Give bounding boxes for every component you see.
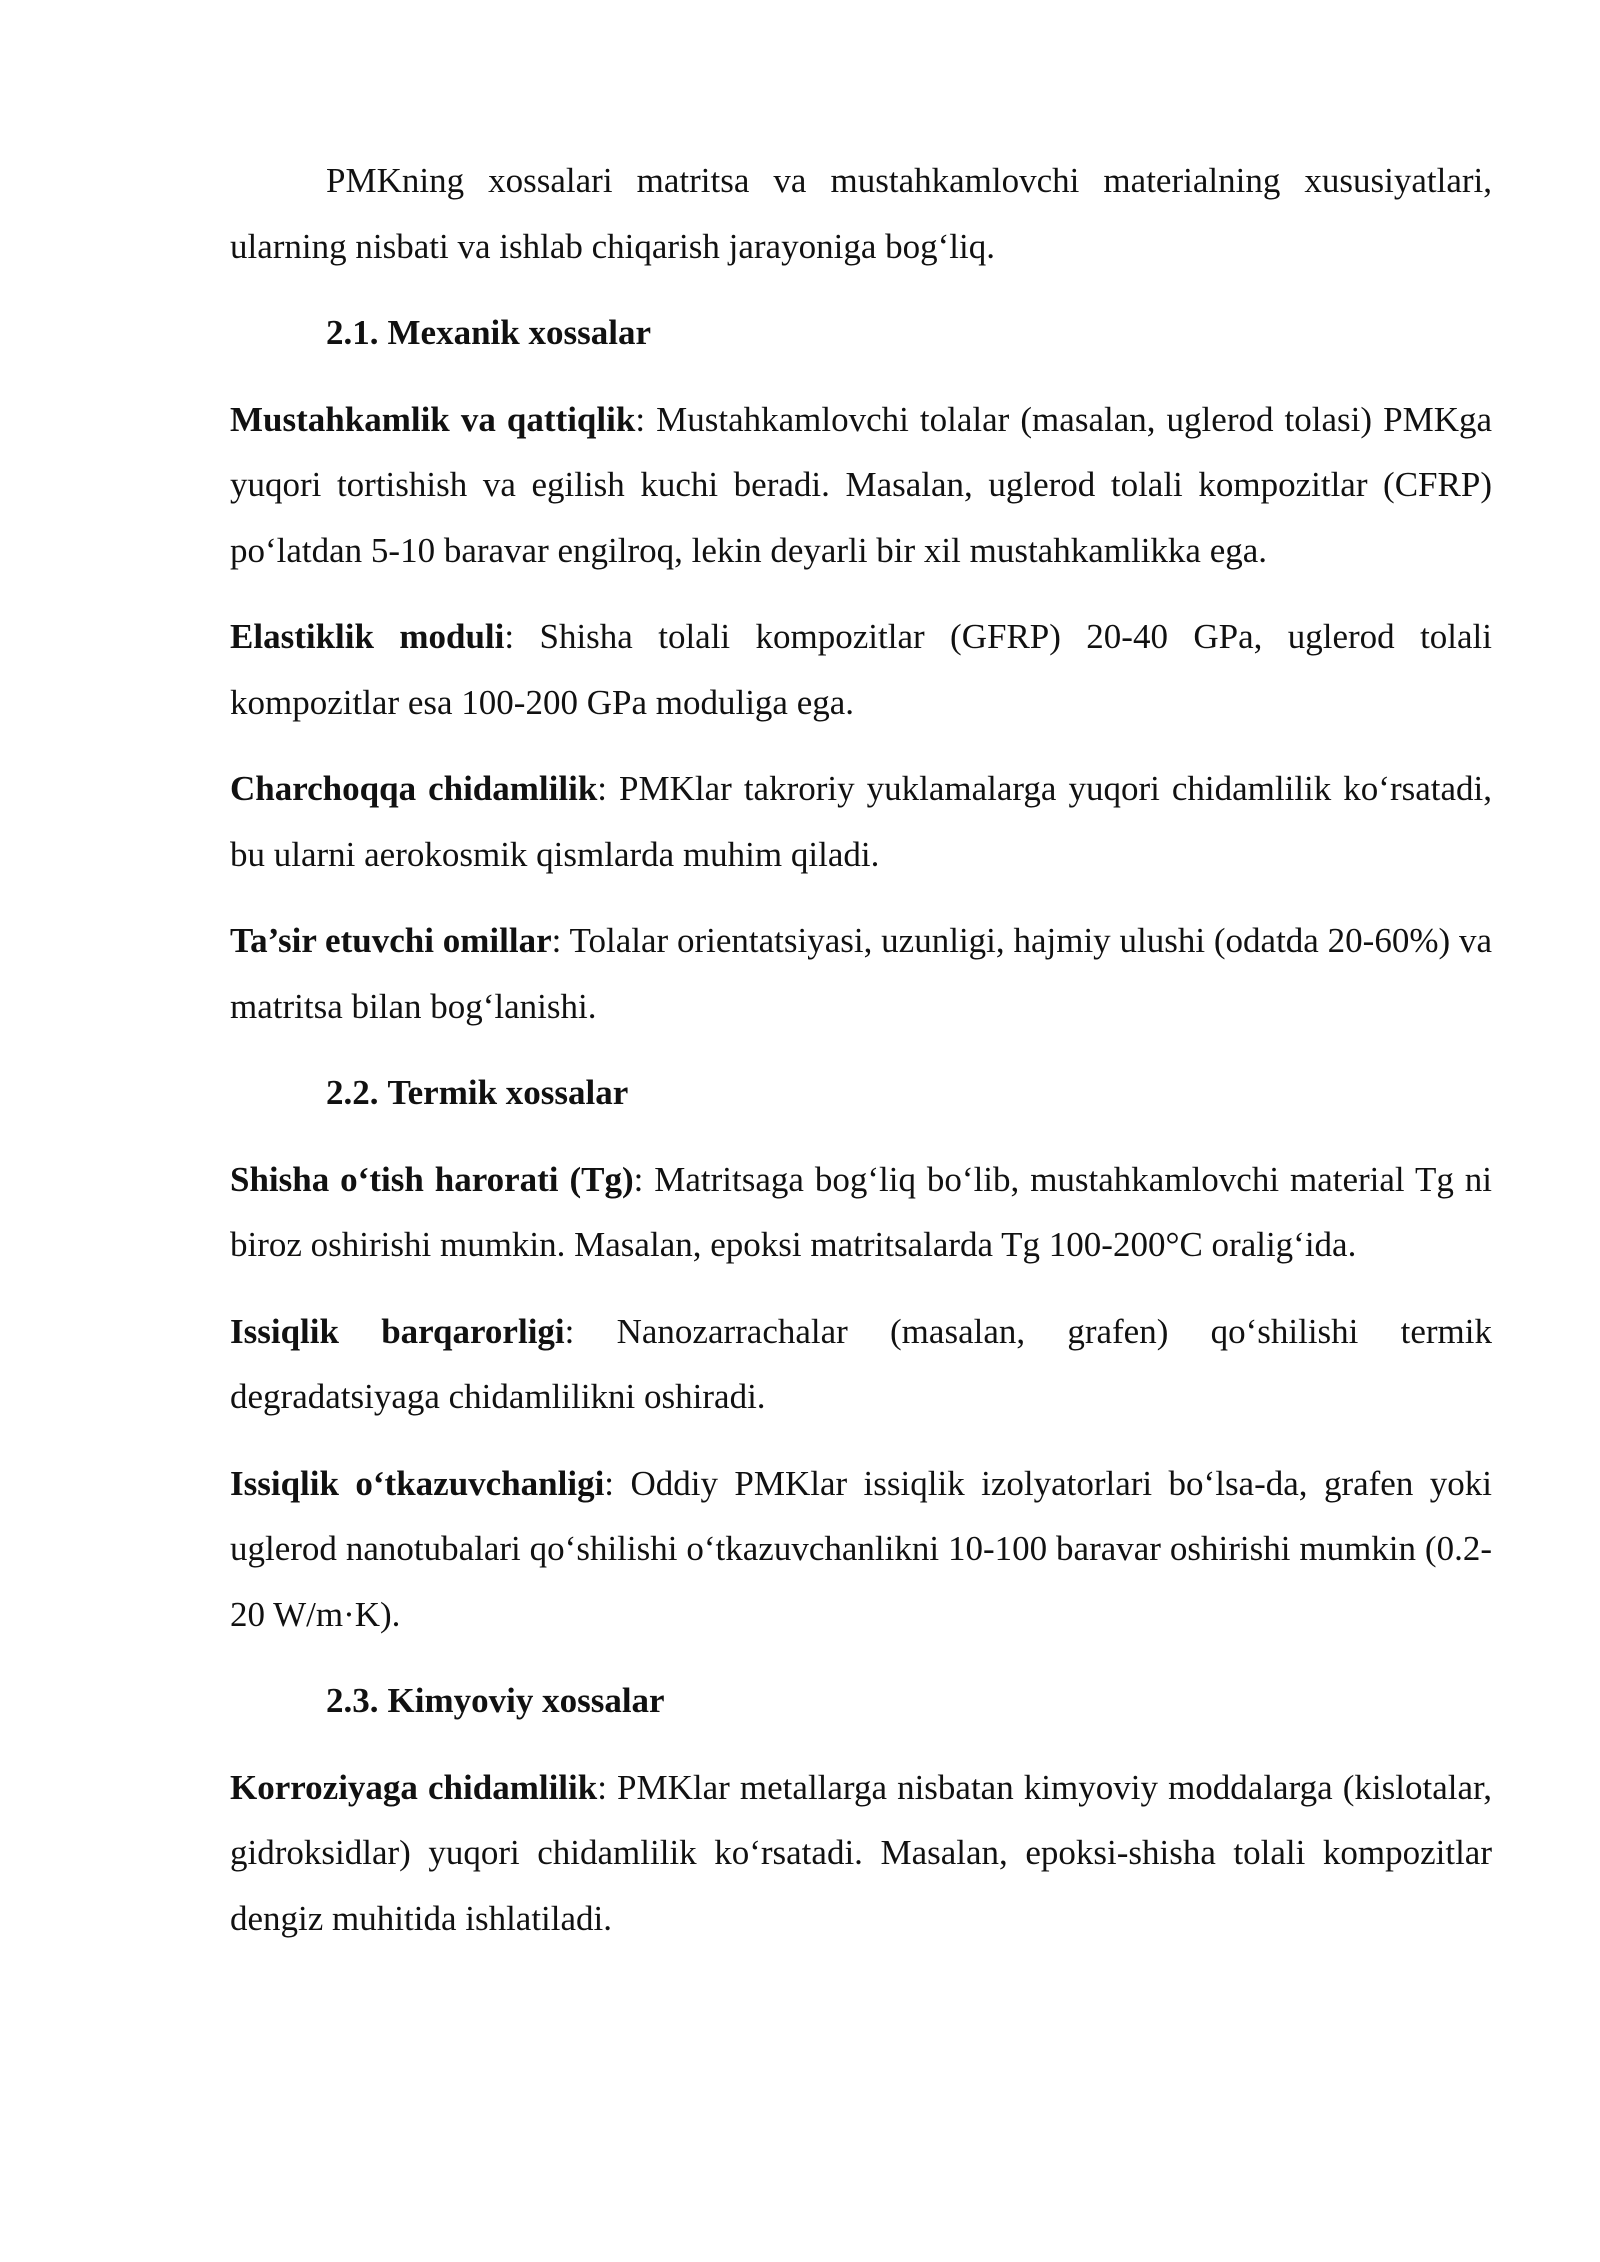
term-label: Ta’sir etuvchi omillar xyxy=(230,921,552,960)
paragraph-glass-transition xyxy=(230,1147,1492,1278)
term-description: : Mustahkamlovchi tolalar (masalan, uglerod tolasi) PMKga yuqori tortishish va egilish kuchi beradi. Masalan, uglerod tolali kompozitlar (CFRP) po‘latdan 5-10 baravar engilroq, lekin deyarli bir xil mustahkamlikka ega. xyxy=(230,399,1493,570)
section-title: Kimyoviy xossalar xyxy=(387,1681,665,1720)
paragraph-strength xyxy=(230,387,1492,584)
section-title: Termik xossalar xyxy=(387,1073,629,1112)
document-body xyxy=(230,148,1492,1972)
section-heading-chemical xyxy=(326,1668,1492,1734)
paragraph-elastic-modulus xyxy=(230,604,1492,735)
term-label: Issiqlik barqarorligi xyxy=(230,1311,565,1351)
term-description: : Oddiy PMKlar issiqlik izolyatorlari bo‘lsa-da, grafen yoki uglerod nanotubalari qo‘shilishi o‘tkazuvchanlikni 10-100 baravar oshirishi mumkin (0.2-20 W/m·K). xyxy=(230,1463,1492,1634)
term-label: Shisha o‘tish harorati (Tg) xyxy=(230,1159,634,1199)
section-title: Mexanik xossalar xyxy=(387,313,651,352)
term-description: : Nanozarrachalar (masalan, grafen) qo‘shilishi termik degradatsiyaga chidamlilikni oshiradi. xyxy=(230,1311,1492,1416)
term-description: : PMKlar takroriy yuklamalarga yuqori chidamlilik ko‘rsatadi, bu ularni aerokosmik qismlarda muhim qiladi. xyxy=(230,769,1492,874)
term-description: : PMKlar metallarga nisbatan kimyoviy moddalarga (kislotalar, gidroksidlar) yuqori chidamlilik ko‘rsatadi. Masalan, epoksi-shisha tolali kompozitlar dengiz muhitida ishlatiladi. xyxy=(230,1767,1492,1938)
paragraph-fatigue xyxy=(230,756,1492,887)
section-number: 2.3. xyxy=(326,1681,379,1720)
term-label: Elastiklik moduli xyxy=(230,617,505,656)
section-number: 2.1. xyxy=(326,313,379,352)
term-description: : Shisha tolali kompozitlar (GFRP) 20-40 GPa, uglerod tolali kompozitlar esa 100-200 GPa moduliga ega. xyxy=(230,617,1492,722)
paragraph-factors xyxy=(230,908,1492,1039)
intro-paragraph: PMKning xossalari matritsa va mustahkamlovchi materialning xususiyatlari, ularning nisbati va ishlab chiqarish jarayoniga bog‘liq. xyxy=(230,161,1492,266)
term-label: Mustahkamlik va qattiqlik xyxy=(230,399,636,439)
section-heading-mechanical xyxy=(326,300,1492,366)
paragraph-corrosion xyxy=(230,1755,1492,1952)
term-label: Issiqlik o‘tkazuvchanligi xyxy=(230,1463,605,1503)
term-label: Korroziyaga chidamlilik xyxy=(230,1767,598,1807)
paragraph-thermal-stability xyxy=(230,1299,1492,1430)
paragraph-thermal-conductivity xyxy=(230,1451,1492,1648)
section-number: 2.2. xyxy=(326,1073,379,1112)
term-description: : Tolalar orientatsiyasi, uzunligi, hajmiy ulushi (odatda 20-60%) va matritsa bilan bog‘lanishi. xyxy=(230,921,1492,1026)
term-description: : Matritsaga bog‘liq bo‘lib, mustahkamlovchi material Tg ni biroz oshirishi mumkin. Masalan, epoksi matritsalarda Tg 100-200°C oralig‘ida. xyxy=(230,1159,1492,1264)
term-label: Charchoqqa chidamlilik xyxy=(230,769,598,808)
section-heading-thermal xyxy=(326,1060,1492,1126)
